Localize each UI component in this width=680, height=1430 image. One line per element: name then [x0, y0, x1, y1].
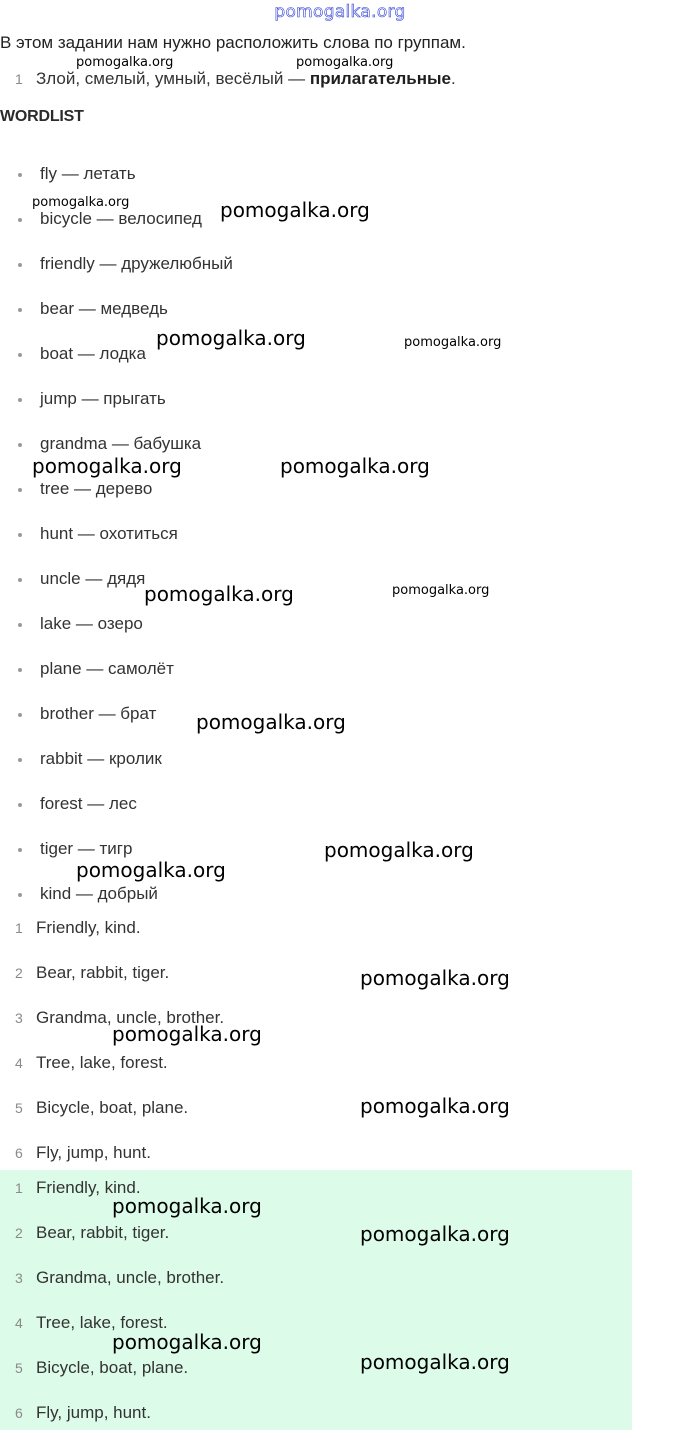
wordlist-item: hunt — охотиться: [40, 524, 178, 543]
bullet-icon: [18, 398, 22, 402]
answer-text: Fly, jump, hunt.: [36, 1143, 151, 1162]
answer-text: Bear, rabbit, tiger.: [36, 963, 170, 982]
wordlist-item: kind — добрый: [40, 884, 158, 903]
checked-answer-text: Bicycle, boat, plane.: [36, 1358, 189, 1377]
watermark-text: pomogalka.org: [112, 1330, 262, 1354]
wordlist-item: bear — медведь: [40, 299, 168, 318]
wordlist-item: jump — прыгать: [40, 389, 166, 408]
watermark-text: pomogalka.org: [220, 198, 370, 222]
answer-number: 1: [15, 920, 23, 936]
watermark-text: pomogalka.org: [360, 1094, 510, 1118]
wordlist-item: boat — лодка: [40, 344, 146, 363]
wordlist-item: bicycle — велосипед: [40, 209, 202, 228]
wordlist-item: brother — брат: [40, 704, 157, 723]
bullet-icon: [18, 308, 22, 312]
checked-answer-number: 1: [15, 1180, 23, 1196]
watermark-text: pomogalka.org: [156, 326, 306, 350]
checked-answer-number: 2: [15, 1225, 23, 1241]
wordlist-item: tiger — тигр: [40, 839, 133, 858]
answer-text: Bicycle, boat, plane.: [36, 1098, 189, 1117]
checked-answers-panel: [0, 1170, 632, 1430]
wordlist-item: uncle — дядя: [40, 569, 146, 588]
watermark-text: pomogalka.org: [360, 1222, 510, 1246]
wordlist-item: forest — лес: [40, 794, 137, 813]
intro-text: В этом задании нам нужно расположить слова по группам.: [0, 33, 466, 52]
answer-number: 4: [15, 1055, 23, 1071]
wordlist-item: plane — самолёт: [40, 659, 174, 678]
bullet-icon: [18, 893, 22, 897]
wordlist-item: rabbit — кролик: [40, 749, 162, 768]
bullet-icon: [18, 218, 22, 222]
bullet-icon: [18, 173, 22, 177]
watermark-text: pomogalka.org: [360, 1350, 510, 1374]
bullet-icon: [18, 803, 22, 807]
bullet-icon: [18, 578, 22, 582]
watermark-text: pomogalka.org: [392, 583, 490, 598]
wordlist-item: friendly — дружелюбный: [40, 254, 233, 273]
watermark-text: pomogalka.org: [144, 582, 294, 606]
bullet-icon: [18, 713, 22, 717]
bullet-icon: [18, 668, 22, 672]
watermark-text: pomogalka.org: [76, 858, 226, 882]
watermark-text: pomogalka.org: [76, 55, 174, 70]
bullet-icon: [18, 758, 22, 762]
watermark-text: pomogalka.org: [296, 55, 394, 70]
site-header-link[interactable]: pomogalka.org: [274, 2, 406, 22]
example-sentence: [36, 69, 456, 89]
wordlist-item: lake — озеро: [40, 614, 143, 633]
answer-number: 6: [15, 1145, 23, 1161]
checked-answer-number: 6: [15, 1405, 23, 1421]
answer-number: 5: [15, 1100, 23, 1116]
bullet-icon: [18, 533, 22, 537]
wordlist-item: tree — дерево: [40, 479, 153, 498]
watermark-text: pomogalka.org: [32, 195, 130, 210]
answer-text: Grandma, uncle, brother.: [36, 1008, 225, 1027]
answer-text: Tree, lake, forest.: [36, 1053, 168, 1072]
bullet-icon: [18, 443, 22, 447]
bullet-icon: [18, 848, 22, 852]
example-text: Злой, смелый, умный, весёлый —: [36, 69, 310, 88]
bullet-icon: [18, 488, 22, 492]
watermark-text: pomogalka.org: [324, 838, 474, 862]
example-bold-term: прилагательные: [309, 69, 451, 88]
wordlist-item: grandma — бабушка: [40, 434, 202, 453]
watermark-text: pomogalka.org: [280, 454, 430, 478]
checked-answer-number: 4: [15, 1315, 23, 1331]
watermark-text: pomogalka.org: [196, 710, 346, 734]
watermark-text: pomogalka.org: [404, 335, 502, 350]
example-period: .: [450, 69, 456, 88]
checked-answer-text: Grandma, uncle, brother.: [36, 1268, 225, 1287]
watermark-text: pomogalka.org: [112, 1022, 262, 1046]
bullet-icon: [18, 623, 22, 627]
checked-answer-text: Fly, jump, hunt.: [36, 1403, 151, 1422]
answer-number: 3: [15, 1010, 23, 1026]
watermark-text: pomogalka.org: [112, 1194, 262, 1218]
checked-answer-text: Bear, rabbit, tiger.: [36, 1223, 170, 1242]
checked-answer-text: Friendly, kind.: [36, 1178, 141, 1197]
checked-answer-text: Tree, lake, forest.: [36, 1313, 168, 1332]
watermark-text: pomogalka.org: [360, 966, 510, 990]
wordlist-item: fly — летать: [40, 164, 136, 183]
example-number: 1: [15, 71, 23, 87]
wordlist-heading: WORDLIST: [0, 108, 84, 125]
answer-text: Friendly, kind.: [36, 918, 141, 937]
bullet-icon: [18, 353, 22, 357]
checked-answer-number: 3: [15, 1270, 23, 1286]
answer-number: 2: [15, 965, 23, 981]
watermark-text: pomogalka.org: [32, 454, 182, 478]
checked-answer-number: 5: [15, 1360, 23, 1376]
bullet-icon: [18, 263, 22, 267]
